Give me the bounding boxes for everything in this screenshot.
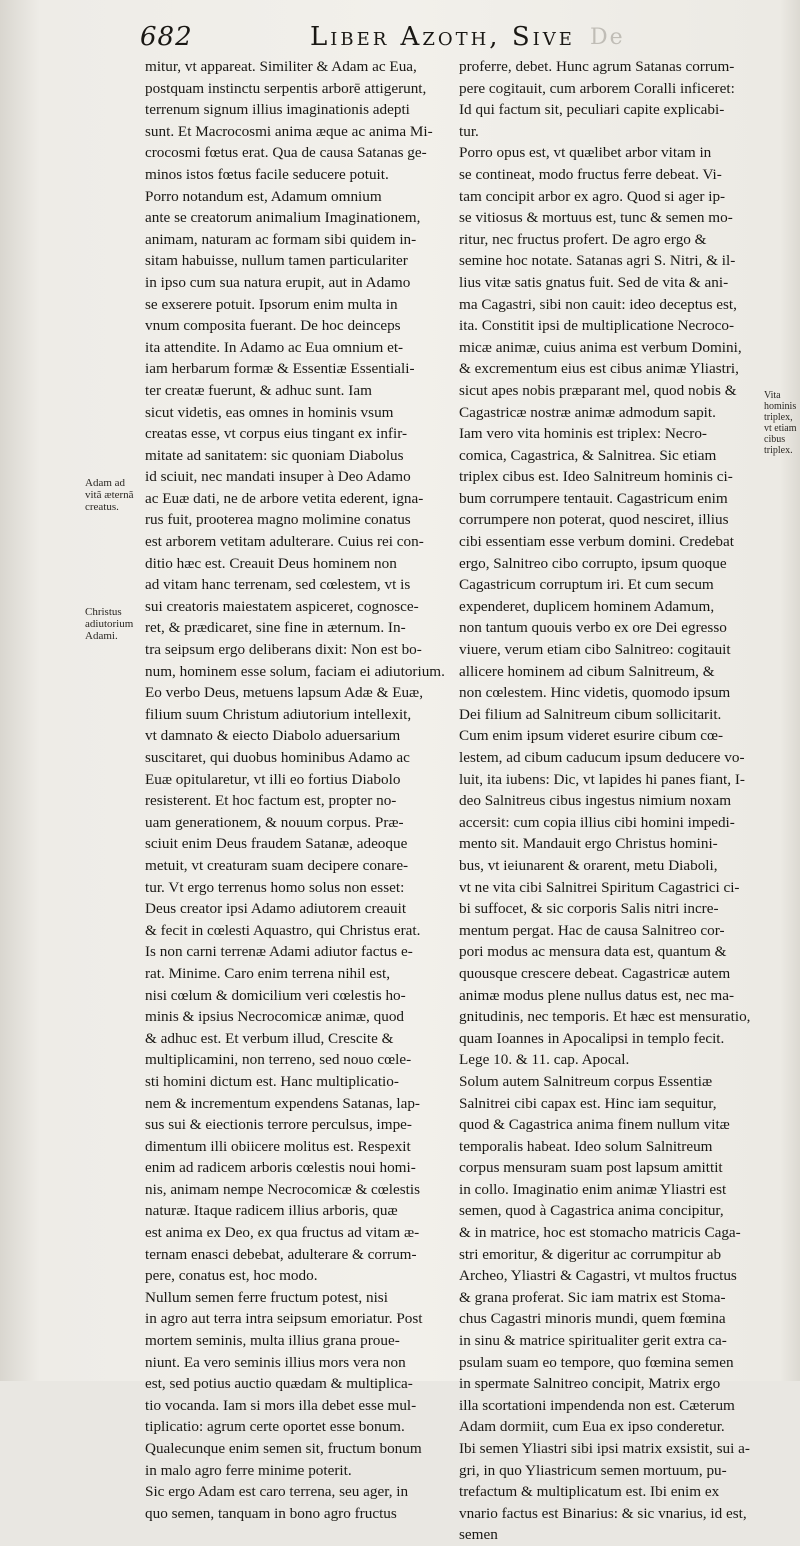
text-line: Cum enim ipsum videret esurire cibum cœ- <box>459 727 724 745</box>
text-line: allicere hominem ad cibum Salnitreum, & <box>459 662 715 680</box>
text-line: ita. Constitit ipsi de multiplicatione Necroco- <box>459 317 735 335</box>
text-line: Id qui factum sit, peculiari capite explicabi- <box>459 101 725 119</box>
text-line: tio vocanda. Iam si mors illa debet esse mul- <box>145 1396 417 1414</box>
text-line: Eo verbo Deus, metuens lapsum Adæ & Euæ, <box>145 684 423 702</box>
text-line: Cagastricum corruptum iri. Et cum secum <box>459 576 714 594</box>
text-line: rat. Minime. Caro enim terrena nihil est, <box>145 964 391 982</box>
text-line: ergo, Salnitreo cibo corrupto, ipsum quoque <box>459 554 727 572</box>
text-line: sui creatoris maiestatem aspiceret, cognosce- <box>145 597 419 615</box>
text-line: corpus mensuram suam post lapsum amittit <box>459 1159 723 1177</box>
text-line: mitate ad sanitatem: sic quoniam Diabolus <box>145 446 404 464</box>
page-number: 682 <box>140 22 193 52</box>
text-line: nem & incrementum expendens Satanas, lap- <box>145 1094 420 1112</box>
text-line: semen <box>459 1526 498 1544</box>
text-line: Nullum semen ferre fructum potest, nisi <box>145 1288 388 1306</box>
text-line: viuere, verum etiam cibo Salnitreo: cogitauit <box>459 641 731 659</box>
text-line: lius vitæ satis gnatus fuit. Sed de vita & ani- <box>459 273 729 291</box>
text-line: Euæ opitularetur, vt illi eo fortius Diabolo <box>145 770 401 788</box>
text-line: non cœlestem. Hinc videtis, quomodo ipsum <box>459 684 731 702</box>
text-line: luit, ita iubens: Dic, vt lapides hi panes fiant, I- <box>459 770 745 788</box>
text-line: semen, quod à Cagastrica anima concipitur, <box>459 1202 724 1220</box>
text-line: comica, Cagastrica, & Salnitrea. Sic etiam <box>459 446 717 464</box>
text-line: animam, naturam ac formam sibi quidem in- <box>145 230 417 248</box>
text-line: nis, animam nempe Necrocomicæ & cœlestis <box>145 1180 420 1198</box>
text-line: micæ animæ, cuius anima est verbum Domini, <box>459 338 742 356</box>
text-line: Is non carni terrenæ Adami adiutor factus e- <box>145 943 413 961</box>
text-line: in agro aut terra intra seipsum emoriatur. Post <box>145 1310 423 1328</box>
running-title: Liber Azoth, Sive <box>310 22 575 52</box>
margin-note-christus: Christus adiutorium Adami. <box>85 606 134 642</box>
text-line: Iam vero vita hominis est triplex: Necro- <box>459 425 707 443</box>
text-line: uam generationem, & nouum corpus. Præ- <box>145 813 404 831</box>
text-line: Porro notandum est, Adamum omnium <box>145 187 382 205</box>
left-column-text <box>145 56 449 1524</box>
text-line: niunt. Ea vero seminis illius mors vera non <box>145 1353 406 1371</box>
text-line: enim ad radicem arboris cœlestis noui homi- <box>145 1159 416 1177</box>
text-line: psulam suam eo tempore, quo fœmina semen <box>459 1353 734 1371</box>
text-line: quod & Cagastrica anima finem nullum vitæ <box>459 1116 730 1134</box>
text-line: se vitiosus & mortuus est, tunc & semen mo- <box>459 209 733 227</box>
text-line: ma Cagastri, sibi non cauit: ideo deceptus est, <box>459 295 737 313</box>
text-line: mentum pergat. Hac de causa Salnitreo cor- <box>459 921 725 939</box>
text-line: Qualecunque enim semen sit, fructum bonum <box>145 1440 422 1457</box>
text-line: proferre, debet. Hunc agrum Satanas corrum- <box>459 58 735 75</box>
text-line: mento sit. Mandauit ergo Christus homini- <box>459 835 718 853</box>
text-line: Sic ergo Adam est caro terrena, seu ager, in <box>145 1483 409 1501</box>
text-line: est arborem vetitam adulterare. Cuius rei con- <box>145 533 424 551</box>
text-line: tur. Vt ergo terrenus homo solus non esset: <box>145 878 405 896</box>
text-line: quam Ioannes in Apocalipsi in templo fecit. <box>459 1029 725 1047</box>
text-line: multiplicamini, non terreno, sed nouo cœle- <box>145 1051 412 1069</box>
text-line: quousque crescere debeat. Cagastricæ autem <box>459 964 731 982</box>
text-line: iam herbarum formæ & Essentiæ Essentiali- <box>145 360 415 378</box>
text-line: tam concipit arbor ex agro. Quod si ager ip- <box>459 187 726 205</box>
text-line: ret, & prædicaret, sine fine in æternum. In- <box>145 619 406 637</box>
text-line: bi suffocet, & sic corporis Salis nitri incre- <box>459 900 719 918</box>
text-line: lestem, ad cibum caducum ipsum deducere vo- <box>459 749 745 766</box>
text-line: in collo. Imaginatio enim animæ Yliastri est <box>459 1180 727 1198</box>
text-line: sciuit enim Deus fraudem Satanæ, adeoque <box>145 835 408 853</box>
page-header <box>140 22 780 58</box>
text-line: chus Cagastri minoris mundi, quem fœmina <box>459 1310 726 1328</box>
text-line: se contineat, modo fructus ferre debeat. Vi- <box>459 165 722 183</box>
bleed-through-title: De <box>590 25 625 50</box>
text-line: triplex cibus est. Ideo Salnitreum hominis ci- <box>459 468 733 486</box>
text-line: pere, conatus est, hoc modo. <box>145 1267 318 1285</box>
text-line: ter creatæ fuerunt, & adhuc sunt. Iam <box>145 381 372 399</box>
text-line: tra seipsum ergo deliberans dixit: Non est bo- <box>145 641 422 659</box>
text-line: tiplicatio: agrum certe oportet esse bonum. <box>145 1418 405 1436</box>
text-line: Adam dormiit, cum Eua ex ipso conderetur. <box>459 1418 725 1436</box>
text-line: sus sui & eiectionis terrore perculsus, impe- <box>145 1116 412 1134</box>
text-line: bum corrumpere tentauit. Cagastricum enim <box>459 489 728 507</box>
text-line: stri emoritur, & digeritur ac corrumpitur ab <box>459 1245 722 1263</box>
text-line: ritur, nec fructus profert. De agro ergo & <box>459 230 707 248</box>
text-line: terrenum signum illius imaginationis adepti <box>145 101 410 119</box>
text-line: sti homini dictum est. Hanc multiplicatio- <box>145 1072 399 1090</box>
text-line: & adhuc est. Et verbum illud, Crescite & <box>145 1029 394 1047</box>
text-line: filium suum Christum adiutorium intellexit, <box>145 705 412 723</box>
text-line: vt damnato & eiecto Diabolo aduersarium <box>145 727 401 745</box>
text-line: ternam enasci debebat, adulterare & corrum- <box>145 1245 417 1263</box>
text-line: vt ne vita cibi Salnitrei Spiritum Cagastrici ci- <box>459 878 740 896</box>
text-line: & in matrice, hoc est stomacho matricis Caga- <box>459 1224 741 1242</box>
text-line: Porro opus est, vt quælibet arbor vitam in <box>459 144 712 162</box>
text-line: & grana proferat. Sic iam matrix est Stoma- <box>459 1288 726 1306</box>
text-line: metuit, vt creaturam suam decipere conare- <box>145 856 409 874</box>
text-line: se exserere potuit. Ipsorum enim multa in <box>145 295 398 313</box>
text-line: resisterent. Et hoc factum est, propter no- <box>145 792 397 810</box>
text-line: illa scortationi impendenda non est. Cæterum <box>459 1396 735 1414</box>
text-line: mitur, vt appareat. Similiter & Adam ac Eua, <box>145 58 417 75</box>
text-line: animæ modus plene nullus datus est, nec ma- <box>459 986 735 1004</box>
text-line: semine hoc notate. Satanas agri S. Nitri, & il- <box>459 252 736 270</box>
text-line: deo Salnitreus cibus ingestus nimium noxam <box>459 792 732 810</box>
text-line: nisi cœlum & domicilium veri cœlestis ho- <box>145 986 406 1004</box>
text-line: pere cogitauit, cum arborem Coralli inficeret: <box>459 79 735 97</box>
text-line: ac Euæ dati, ne de arbore vetita ederent, igna- <box>145 489 424 507</box>
text-line: in spermate Salnitreo concipit, Matrix ergo <box>459 1375 721 1393</box>
text-line: bus, vt ieiunarent & orarent, metu Diaboli, <box>459 856 718 874</box>
text-line: expenderet, duplicem hominem Adamum, <box>459 597 715 615</box>
text-line: Solum autem Salnitreum corpus Essentiæ <box>459 1072 713 1090</box>
text-line: Cagastricæ nostræ animæ admodum sapit. <box>459 403 716 421</box>
text-line: corrumpere non poterat, quod nesciret, illius <box>459 511 729 529</box>
text-line: sicut apes nobis præparant mel, quod nobis & <box>459 381 737 399</box>
text-line: vnario factus est Binarius: & sic vnarius, id est, <box>459 1504 747 1522</box>
right-column-text <box>459 56 764 1546</box>
text-line: creatas esse, vt corpus eius tingant ex infir- <box>145 425 408 443</box>
margin-note-adam: Adam ad vitã æternã creatus. <box>85 477 134 513</box>
text-line: Deus creator ipsi Adamo adiutorem creauit <box>145 900 407 918</box>
text-line: ita attendite. In Adamo ac Eua omnium et- <box>145 338 404 356</box>
text-line: ad vitam hanc terrenam, sed cœlestem, vt is <box>145 576 411 594</box>
text-line: in malo agro ferre minime poterit. <box>145 1461 352 1479</box>
text-line: & excrementum eius est cibus animæ Yliastri, <box>459 360 739 378</box>
text-line: Salnitrei cibi capax est. Hinc iam sequitur, <box>459 1094 717 1112</box>
text-line: rus fuit, prooterea magno molimine conatus <box>145 511 411 529</box>
text-line: mortem seminis, multa illius grana proue- <box>145 1332 400 1350</box>
text-line: quo semen, tanquam in bono agro fructus <box>145 1504 397 1522</box>
text-line: non tantum quouis verbo ex ore Dei egresso <box>459 619 727 637</box>
text-line: minis & ipsius Necrocomicæ animæ, quod <box>145 1008 405 1026</box>
text-line: cibi essentiam esse verbum domini. Credebat <box>459 533 734 551</box>
text-line: in ipso cum sua natura erupit, aut in Adamo <box>145 273 411 291</box>
text-line: in sinu & matrice spiritualiter gerit extra ca- <box>459 1332 727 1350</box>
text-line: pori modus ac mensura data est, quantum & <box>459 943 727 961</box>
margin-note-vita: Vita hominis triplex, vt etiam cibus triplex. <box>764 390 797 456</box>
text-line: Dei filium ad Salnitreum cibum sollicitarit. <box>459 705 722 723</box>
text-line: id sciuit, nec mandati insuper à Deo Adamo <box>145 468 411 486</box>
text-line: ditio hæc est. Creauit Deus hominem non <box>145 554 397 572</box>
text-line: est anima ex Deo, ex qua fructus ad vitam æ- <box>145 1224 420 1242</box>
text-line: Archeo, Yliastri & Cagastri, vt multos fructus <box>459 1267 737 1285</box>
text-line: naturæ. Itaque radicem illius arboris, quæ <box>145 1202 398 1220</box>
text-line: sicut videtis, eas omnes in hominis vsum <box>145 403 394 421</box>
text-line: temporalis habeat. Ideo solum Salnitreum <box>459 1137 713 1155</box>
text-line: crocosmi fœtus erat. Qua de causa Satanas ge- <box>145 144 427 162</box>
text-line: dimentum illi obiicere molitus est. Respexit <box>145 1137 411 1155</box>
text-line: tur. <box>459 122 479 140</box>
text-line: postquam instinctu serpentis arborē attigerunt, <box>145 79 427 97</box>
text-line: ante se creatorum animalium Imaginationem, <box>145 209 421 227</box>
text-line: Lege 10. & 11. cap. Apocal. <box>459 1051 630 1069</box>
text-line: & fecit in cœlesti Aquastro, qui Christus erat. <box>145 921 421 939</box>
text-line: trefactum & multiplicatum est. Ibi enim ex <box>459 1483 720 1501</box>
text-line: est, sed potius auctio quædam & multiplica- <box>145 1375 413 1393</box>
text-line: gnitudinis, nec temporis. Et hæc est mensuratio, <box>459 1008 751 1026</box>
text-line: vnum composita fuerant. De hoc deinceps <box>145 317 401 335</box>
text-line: minos istos fœtus facile seducere potuit. <box>145 165 389 183</box>
text-line: accersit: cum copia illius cibi homini impedi- <box>459 813 735 831</box>
text-line: sitam habuisse, nullum tamen particulariter <box>145 252 408 270</box>
text-line: Ibi semen Yliastri sibi ipsi matrix exsistit, sui a- <box>459 1440 750 1457</box>
text-line: sunt. Et Macrocosmi anima æque ac anima Mi- <box>145 122 433 140</box>
text-line: num, hominem esse solum, faciam ei adiutorium. <box>145 662 445 680</box>
text-line: gri, in quo Yliastricum semen mortuum, pu- <box>459 1461 727 1479</box>
text-line: suscitaret, qui duobus hominibus Adamo ac <box>145 749 410 766</box>
